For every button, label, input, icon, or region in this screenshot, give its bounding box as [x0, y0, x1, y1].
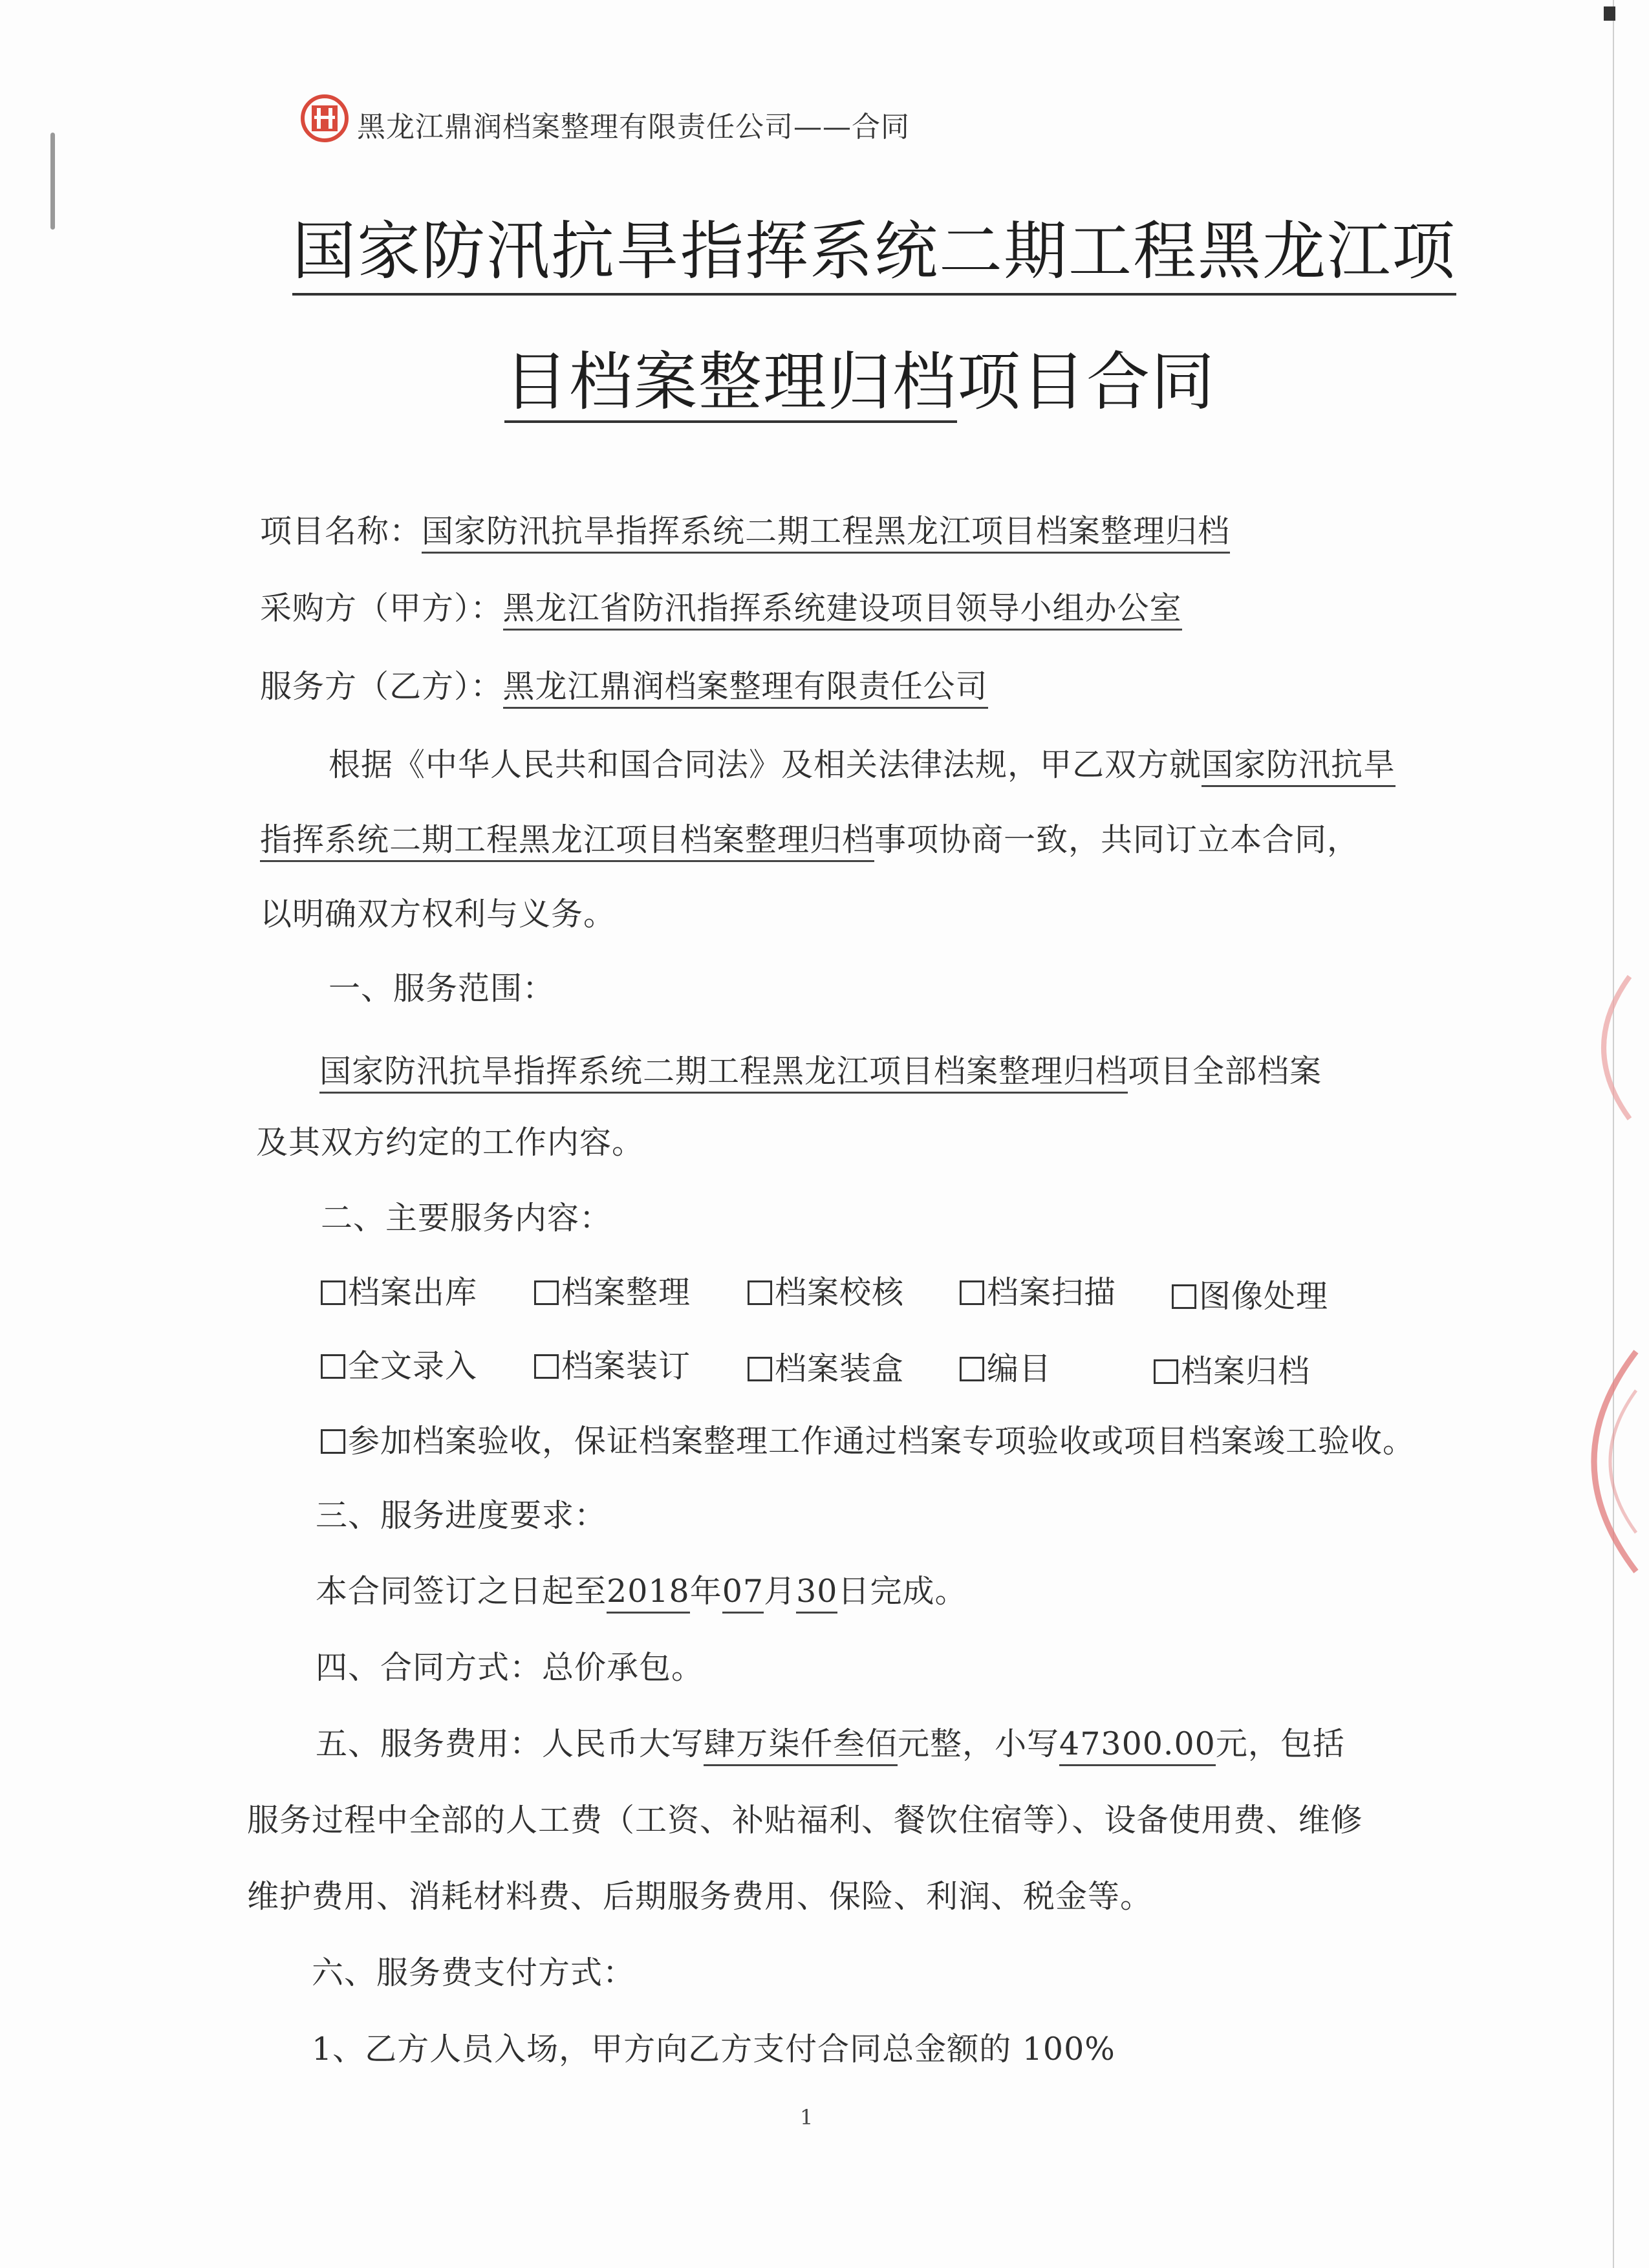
schedule-year-unit: 年: [689, 1573, 722, 1610]
preamble-project-cont: 指挥系统二期工程黑龙江项目档案整理归档: [260, 821, 874, 862]
checkbox-item[interactable]: [534, 1341, 691, 1387]
checkbox-label: 档案校核: [775, 1274, 905, 1311]
red-stamp-fragment-upper: [1539, 964, 1643, 1132]
buyer-row: [260, 583, 1182, 629]
scan-corner-mark: [1604, 6, 1615, 21]
checkbox-label: 图像处理: [1199, 1278, 1329, 1315]
checkbox-icon[interactable]: [321, 1280, 345, 1305]
checkbox-label: 档案装盒: [775, 1350, 905, 1387]
fee-prefix: 五、服务费用：人民币大写: [316, 1725, 704, 1762]
header-company-line: 黑龙江鼎润档案整理有限责任公司——合同: [357, 111, 910, 144]
schedule-line: [316, 1566, 967, 1612]
checkbox-label: 全文录入: [348, 1348, 478, 1385]
title-underlined-part: 目档案整理归档: [504, 345, 957, 423]
checkbox-item[interactable]: [748, 1344, 904, 1389]
section1-heading: 一、服务范围：: [329, 970, 555, 1007]
company-seal-logo: [299, 92, 350, 144]
checkbox-label: 档案整理: [561, 1274, 691, 1311]
checkbox-icon[interactable]: [1172, 1284, 1196, 1309]
section5-line1: [316, 1719, 1345, 1764]
preamble-project: 国家防汛抗旱: [1202, 746, 1396, 787]
section3-heading: 三、服务进度要求：: [316, 1497, 607, 1534]
checkbox-icon[interactable]: [321, 1429, 345, 1454]
buyer-label: 采购方（甲方）：: [260, 590, 503, 627]
schedule-year: 2018: [607, 1573, 690, 1614]
fee-mid: 元整，小写: [898, 1725, 1060, 1762]
section5-line2: 服务过程中全部的人工费（工资、补贴福利、餐饮住宿等）、设备使用费、维修: [247, 1802, 1363, 1839]
scan-staple-mark: [50, 133, 55, 230]
project-value: 国家防汛抗旱指挥系统二期工程黑龙江项目档案整理归档: [422, 513, 1230, 554]
section6-heading: 六、服务费支付方式：: [312, 1954, 636, 1991]
red-stamp-fragment-lower: [1539, 1332, 1643, 1591]
seller-row: [260, 662, 988, 707]
preamble-text: 事项协商一致，共同订立本合同，: [874, 821, 1360, 858]
checkbox-icon[interactable]: [960, 1280, 984, 1305]
checkbox-item[interactable]: [534, 1268, 691, 1313]
checkbox-item[interactable]: [1154, 1346, 1310, 1392]
checkbox-label: 档案扫描: [987, 1274, 1117, 1311]
schedule-day: 30: [796, 1573, 837, 1614]
preamble-line2: [260, 815, 1359, 860]
checkbox-icon[interactable]: [748, 1280, 772, 1305]
schedule-prefix: 本合同签订之日起至: [316, 1573, 607, 1610]
seller-value: 黑龙江鼎润档案整理有限责任公司: [503, 668, 988, 709]
checkbox-label: 档案归档: [1181, 1353, 1311, 1390]
payment-item-1: 1、乙方人员入场，甲方向乙方支付合同总金额的 100%: [312, 2031, 1116, 2068]
checkbox-item[interactable]: [321, 1341, 477, 1387]
title-rest: 项目合同: [957, 345, 1216, 419]
checkbox-item[interactable]: [960, 1268, 1116, 1313]
page-number: 1: [800, 2105, 814, 2130]
checkbox-icon[interactable]: [748, 1357, 772, 1381]
checkbox-item-acceptance[interactable]: [321, 1416, 1415, 1462]
section2-heading: 二、主要服务内容：: [321, 1200, 612, 1237]
checkbox-icon[interactable]: [534, 1280, 559, 1305]
checkbox-icon[interactable]: [534, 1354, 559, 1379]
fee-amount-number: 47300.00: [1059, 1725, 1216, 1766]
checkbox-icon[interactable]: [321, 1354, 345, 1379]
section1-line1: [319, 1046, 1322, 1092]
checkbox-label: 档案出库: [348, 1274, 478, 1311]
fee-suffix: 元，包括: [1215, 1725, 1345, 1762]
checkbox-item[interactable]: [1172, 1271, 1328, 1317]
schedule-month: 07: [722, 1573, 764, 1614]
scope-text: 项目全部档案: [1128, 1053, 1322, 1090]
seller-label: 服务方（乙方）：: [260, 668, 503, 705]
preamble-line3: 以明确双方权利与义务。: [260, 896, 616, 933]
scan-edge-line: [1613, 0, 1614, 2268]
buyer-value: 黑龙江省防汛指挥系统建设项目领导小组办公室: [503, 590, 1182, 631]
checkbox-label: 参加档案验收，保证档案整理工作通过档案专项验收或项目档案竣工验收。: [348, 1423, 1416, 1460]
section1-line2: 及其双方约定的工作内容。: [256, 1124, 645, 1161]
section4-contract-method: 四、合同方式：总价承包。: [316, 1649, 704, 1686]
checkbox-icon[interactable]: [960, 1357, 984, 1381]
schedule-month-unit: 月: [764, 1573, 797, 1610]
contract-title-line1: 国家防汛抗旱指挥系统二期工程黑龙江项: [292, 200, 1456, 296]
preamble-text: 根据《中华人民共和国合同法》及相关法律法规，甲乙双方就: [329, 746, 1202, 783]
checkbox-label: 档案装订: [561, 1348, 691, 1385]
checkbox-item[interactable]: [321, 1268, 477, 1313]
project-label: 项目名称：: [260, 513, 422, 550]
project-name-row: [260, 506, 1230, 552]
contract-title-line2: [504, 331, 1216, 422]
checkbox-item[interactable]: [748, 1268, 904, 1313]
fee-amount-words: 肆万柒仟叁佰: [704, 1725, 898, 1766]
schedule-suffix: 日完成。: [837, 1573, 967, 1610]
checkbox-item[interactable]: [960, 1344, 1051, 1389]
checkbox-label: 编目: [987, 1350, 1052, 1387]
preamble-line1: [329, 740, 1396, 785]
section5-line3: 维护费用、消耗材料费、后期服务费用、保险、利润、税金等。: [247, 1878, 1153, 1915]
scope-project: 国家防汛抗旱指挥系统二期工程黑龙江项目档案整理归档: [319, 1053, 1128, 1094]
checkbox-icon[interactable]: [1154, 1359, 1178, 1384]
